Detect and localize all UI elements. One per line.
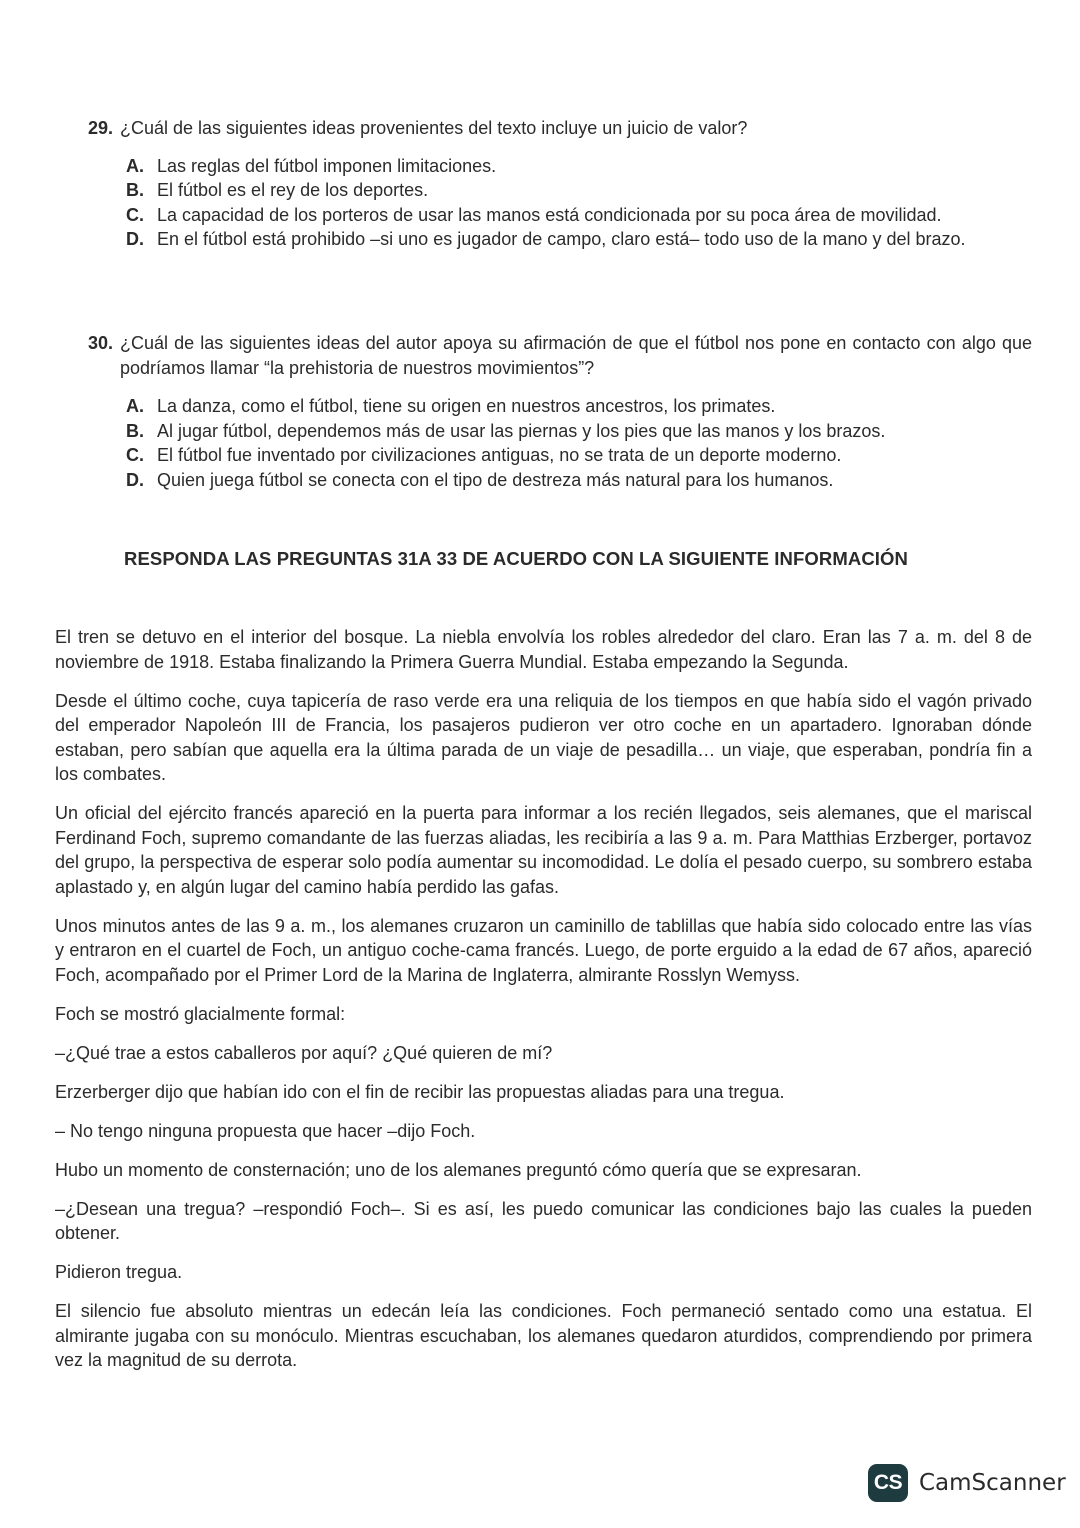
option-d xyxy=(126,227,1032,252)
options-list xyxy=(126,154,1032,252)
option-c xyxy=(126,443,1032,468)
option-a xyxy=(126,394,1032,419)
option-text: Al jugar fútbol, dependemos más de usar las piernas y los pies que las manos y los brazos. xyxy=(157,420,886,441)
option-letter: D. xyxy=(126,229,144,249)
section-instruction: RESPONDA LAS PREGUNTAS 31A 33 DE ACUERDO CON LA SIGUIENTE INFORMACIÓN xyxy=(124,548,908,569)
passage-paragraph: Desde el último coche, cuya tapicería de raso verde era una reliquia de los tiempos en que había sido el vagón privado del emperador Napoleón III de Francia, los pasajeros pudieron ver otro coche en un apartadero. Ignoraban dónde estaban, pero sabían que aquella era la última parada de un viaje de pesadilla… un viaje, que esperaban, pondría fin a los combates. xyxy=(55,690,1032,784)
option-letter: A. xyxy=(126,155,144,176)
option-text: Las reglas del fútbol imponen limitaciones. xyxy=(157,155,497,176)
passage-paragraph: El tren se detuvo en el interior del bosque. La niebla envolvía los robles alrededor del claro. Eran las 7 a. m. del 8 de noviembre de 1918. Estaba finalizando la Primera Guerra Mundial. Estaba empezando la Segunda. xyxy=(55,627,1032,672)
option-letter: B. xyxy=(126,180,144,200)
option-text: El fútbol fue inventado por civilizaciones antiguas, no se trata de un deporte moderno. xyxy=(157,445,842,465)
passage-paragraph: –¿Qué trae a estos caballeros por aquí? ¿Qué quieren de mí? xyxy=(55,1042,553,1063)
option-text: La capacidad de los porteros de usar las manos está condicionada por su poca área de movilidad. xyxy=(157,204,942,225)
passage-paragraph: Un oficial del ejército francés apareció en la puerta para informar a los recién llegados, seis alemanes, que el mariscal Ferdinand Foch, supremo comandante de las fuerzas aliadas, les recibiría a las 9 a. m. Para Matthias Erzberger, portavoz del grupo, la perspectiva de esperar solo podía aumentar su incomodidad. Le dolía el pesado cuerpo, su sombrero estaba aplastado y, en algún lugar del camino había perdido las gafas. xyxy=(55,803,1032,897)
option-c xyxy=(126,203,1032,228)
passage-paragraph: Pidieron tregua. xyxy=(55,1262,183,1282)
option-letter: A. xyxy=(126,396,144,416)
question-number: 29. xyxy=(88,118,114,138)
passage-paragraph: Foch se mostró glacialmente formal: xyxy=(55,1003,346,1024)
option-d xyxy=(126,468,1032,493)
question-text: ¿Cuál de las siguientes ideas del autor apoya su afirmación de que el fútbol nos pone en contacto con algo que podríamos llamar “la prehistoria de nuestros movimientos”? xyxy=(120,333,1032,378)
question-number: 30. xyxy=(88,333,114,353)
option-a xyxy=(126,154,1032,179)
option-letter: D. xyxy=(126,469,144,490)
option-letter: C. xyxy=(126,445,144,465)
question-text: ¿Cuál de las siguientes ideas provenientes del texto incluye un juicio de valor? xyxy=(120,118,748,138)
camscanner-watermark xyxy=(868,1464,1066,1502)
option-text: El fútbol es el rey de los deportes. xyxy=(157,180,429,200)
camscanner-logo-icon: CS xyxy=(868,1464,908,1502)
option-letter: C. xyxy=(126,204,144,225)
passage-paragraph: El silencio fue absoluto mientras un edecán leía las condiciones. Foch permaneció sentado como una estatua. El almirante jugaba con su monóculo. Mientras escuchaban, los alemanes quedaron aturdidos, comprendiendo por primera vez la magnitud de su derrota. xyxy=(55,1301,1032,1370)
reading-passage xyxy=(55,625,1032,1387)
passage-paragraph: Unos minutos antes de las 9 a. m., los alemanes cruzaron un caminillo de tablillas que había sido colocado entre las vías y entraron en el cuartel de Foch, un antiguo coche-cama francés. Luego, de porte erguido a la edad de 67 años, apareció Foch, acompañado por el Primer Lord de la Marina de Inglaterra, almirante Rosslyn Wemyss. xyxy=(55,915,1032,985)
question-29 xyxy=(88,116,1032,252)
option-text: En el fútbol está prohibido –si uno es jugador de campo, claro está– todo uso de la mano y del brazo. xyxy=(157,229,966,249)
passage-paragraph: – No tengo ninguna propuesta que hacer –dijo Foch. xyxy=(55,1120,476,1141)
option-b xyxy=(126,178,1032,203)
option-b xyxy=(126,419,1032,444)
option-text: Quien juega fútbol se conecta con el tipo de destreza más natural para los humanos. xyxy=(157,469,834,490)
passage-paragraph: –¿Desean una tregua? –respondió Foch–. Si es así, les puedo comunicar las condiciones bajo las cuales la pueden obtener. xyxy=(55,1198,1032,1243)
passage-paragraph: Erzerberger dijo que habían ido con el fin de recibir las propuestas aliadas para una tregua. xyxy=(55,1081,785,1102)
question-stem xyxy=(88,116,1032,141)
question-30 xyxy=(88,331,1032,492)
option-text: La danza, como el fútbol, tiene su origen en nuestros ancestros, los primates. xyxy=(157,396,776,416)
option-letter: B. xyxy=(126,420,144,441)
camscanner-label: CamScanner xyxy=(919,1469,1066,1496)
passage-paragraph: Hubo un momento de consternación; uno de los alemanes preguntó cómo quería que se expresaran. xyxy=(55,1159,862,1180)
options-list xyxy=(126,394,1032,492)
question-stem xyxy=(88,331,1032,380)
